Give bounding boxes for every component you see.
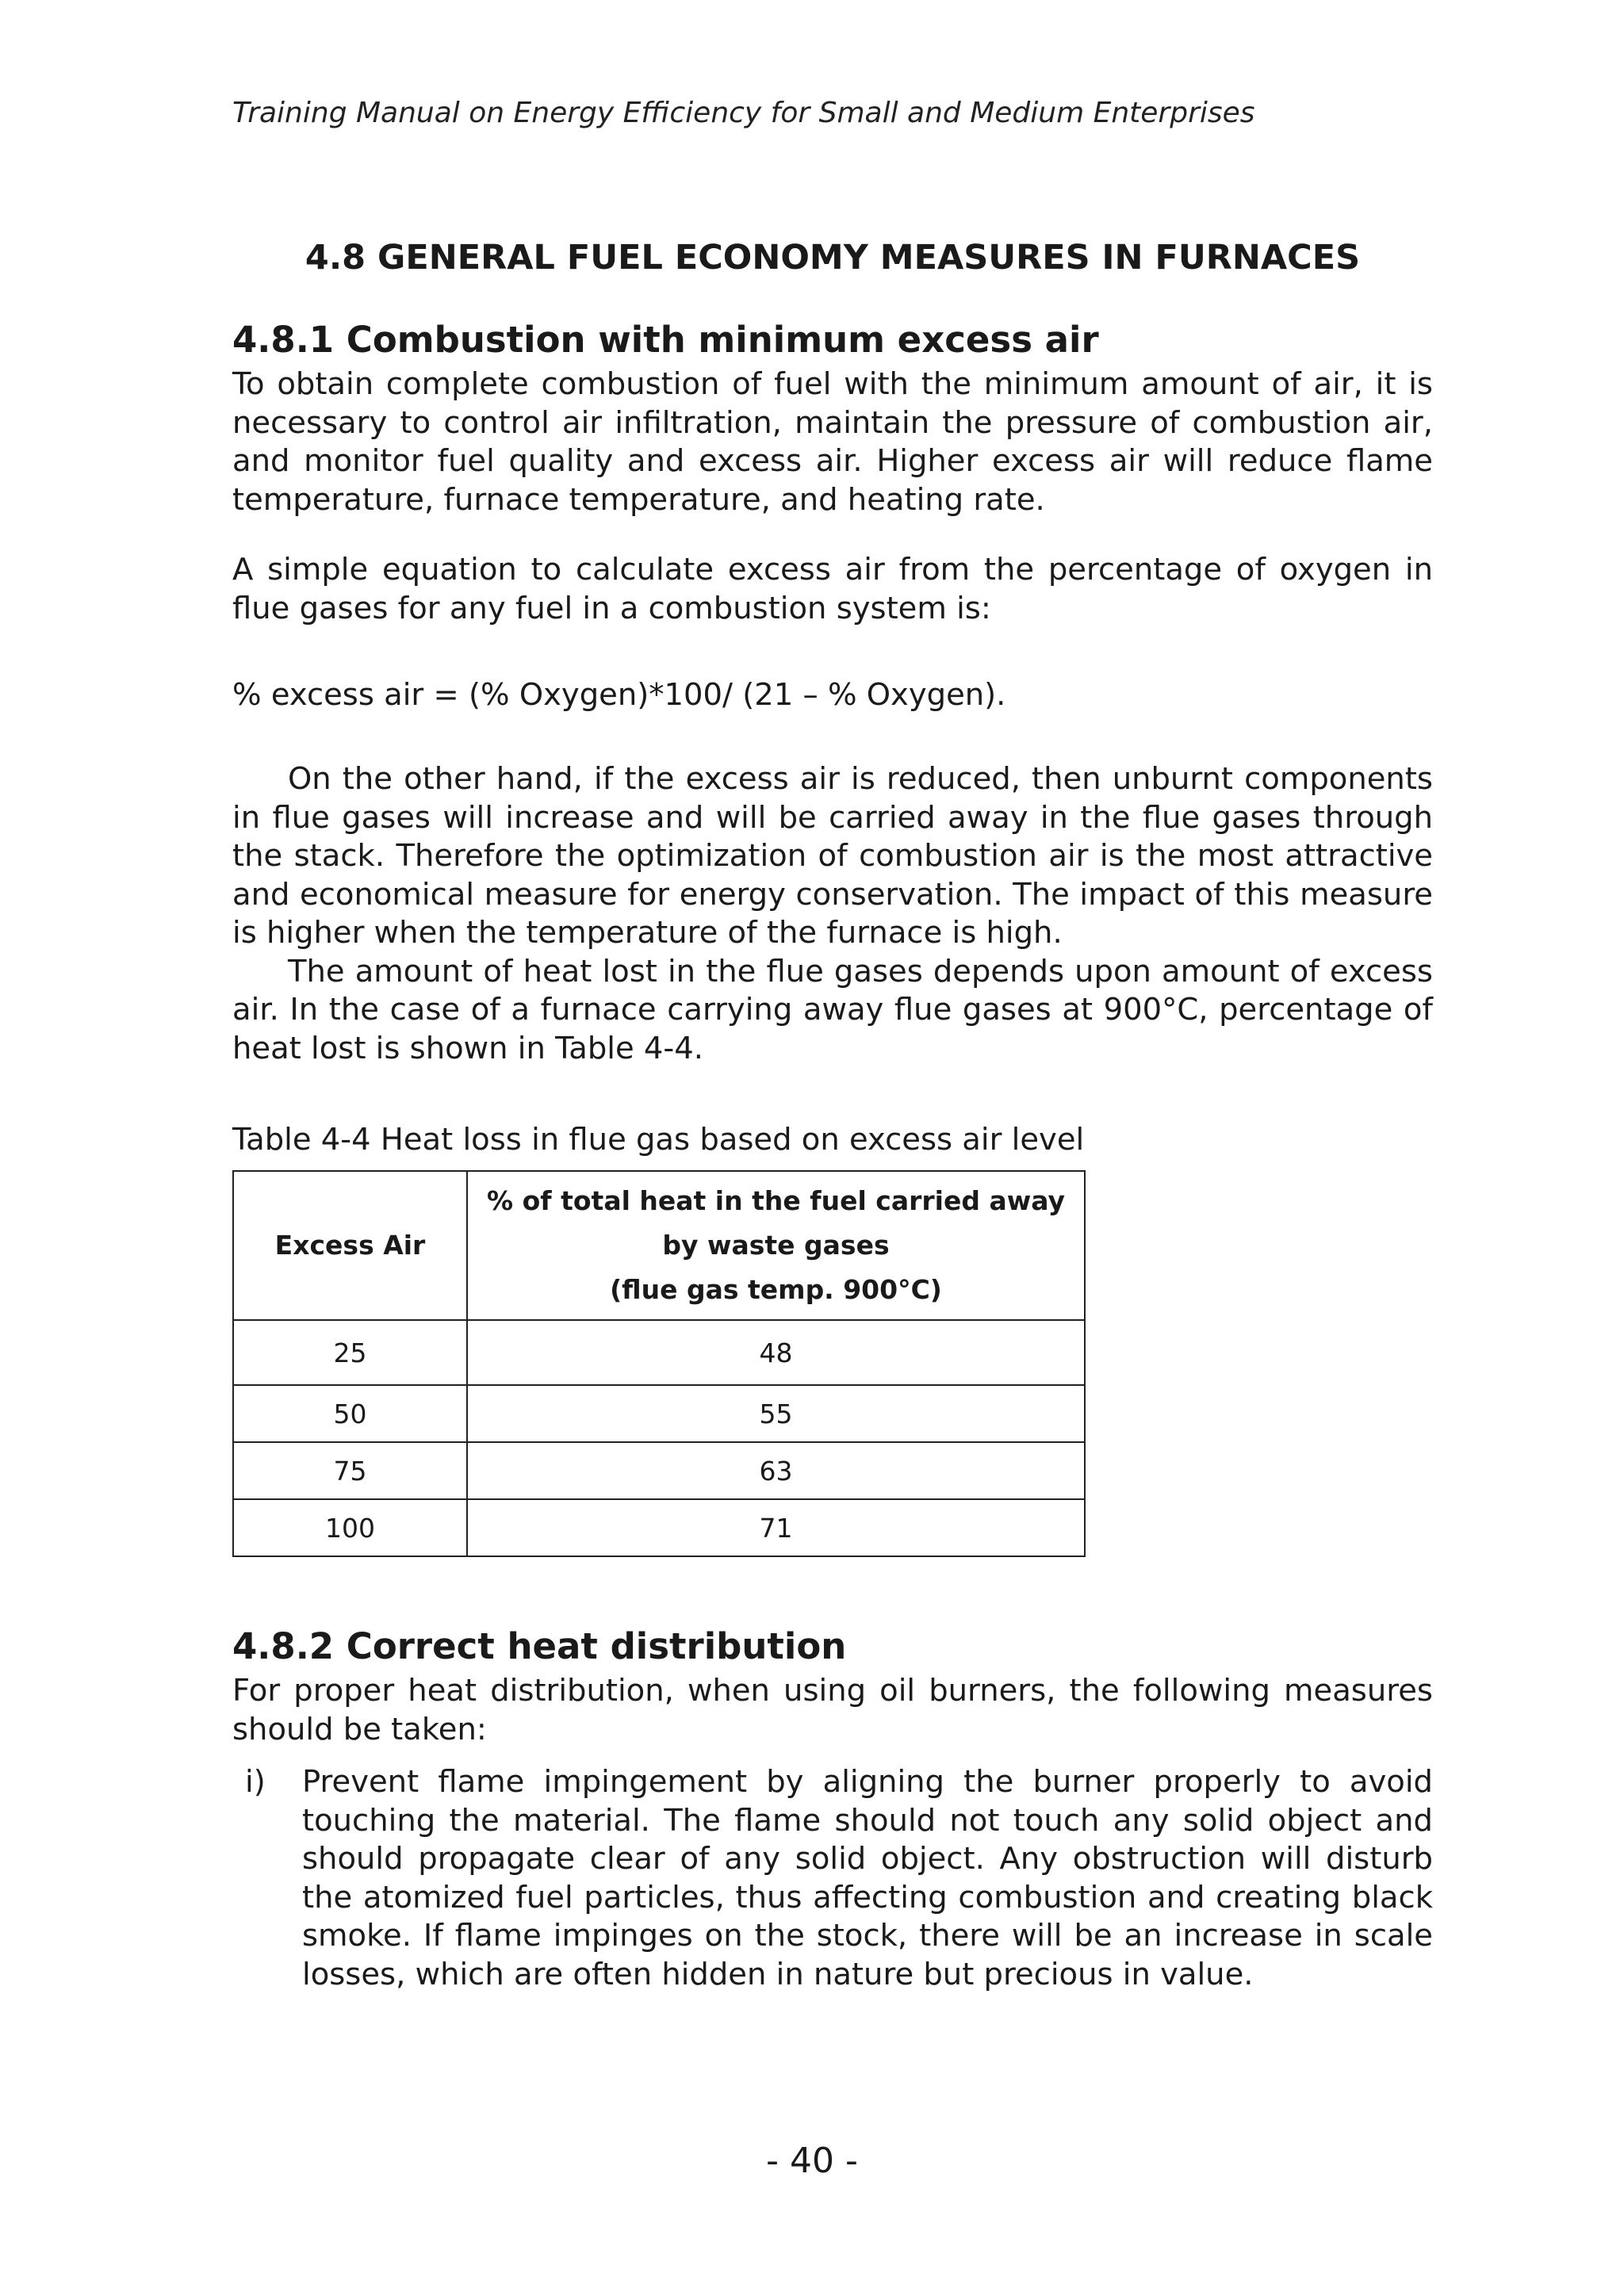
paragraph-heat-lost: The amount of heat lost in the flue gases depends upon amount of excess air. In the case of a furnace carrying away flue gases at 900°C, percentage of heat lost is shown in Table 4-4. <box>232 953 1433 1066</box>
table-row <box>233 1385 1085 1442</box>
paragraph-combustion-intro: To obtain complete combustion of fuel with the minimum amount of air, it is necessary to control air infiltration, maintain the pressure of combustion air, and monitor fuel quality and excess air. Higher excess air will reduce flame temperature, furnace temperature, and heating rate. <box>232 366 1433 518</box>
table-row <box>233 1499 1085 1556</box>
header-line-3: (flue gas temp. 900°C) <box>610 1274 942 1305</box>
list-marker: i) <box>245 1764 266 1800</box>
page-content <box>232 238 1433 1994</box>
cell-excess-air: 75 <box>233 1442 467 1499</box>
header-line-1: % of total heat in the fuel carried away <box>487 1185 1065 1216</box>
excess-air-equation: % excess air = (% Oxygen)*100/ (21 – % Oxygen). <box>232 677 1006 713</box>
heat-loss-table <box>232 1170 1086 1557</box>
header-line-2: by waste gases <box>662 1230 890 1261</box>
subsection-title-heat-distribution: 4.8.2 Correct heat distribution <box>232 1625 847 1667</box>
cell-excess-air: 100 <box>233 1499 467 1556</box>
table-header-heat-percent <box>467 1171 1085 1320</box>
running-header: Training Manual on Energy Efficiency for Small and Medium Enterprises <box>232 97 1255 129</box>
cell-excess-air: 50 <box>233 1385 467 1442</box>
cell-heat-percent: 48 <box>467 1320 1085 1385</box>
list-item-text: Prevent flame impingement by aligning the burner properly to avoid touching the material. The flame should not touch any solid object and should propagate clear of any solid object. Any obstruction will disturb the atomized fuel particles, thus affecting combustion and creating black smoke. If flame impinges on the stock, there will be an increase in scale losses, which are often hidden in nature but precious in value. <box>302 1764 1433 1992</box>
paragraph-equation-intro: A simple equation to calculate excess air from the percentage of oxygen in flue gases for any fuel in a combustion system is: <box>232 552 1433 626</box>
paragraph-unburnt-components: On the other hand, if the excess air is reduced, then unburnt components in flue gases will increase and will be carried away in the flue gases through the stack. Therefore the optimization of combustion air is the most attractive and economical measure for energy conservation. The impact of this measure is higher when the temperature of the furnace is high. <box>232 761 1433 951</box>
cell-heat-percent: 71 <box>467 1499 1085 1556</box>
table-caption: Table 4-4 Heat loss in flue gas based on excess air level <box>232 1122 1085 1158</box>
table-row <box>233 1442 1085 1499</box>
subsection-title-combustion: 4.8.1 Combustion with minimum excess air <box>232 319 1099 361</box>
cell-heat-percent: 63 <box>467 1442 1085 1499</box>
table-row <box>233 1320 1085 1385</box>
section-title: 4.8 GENERAL FUEL ECONOMY MEASURES IN FURNACES <box>304 238 1361 277</box>
table-header-excess-air: Excess Air <box>233 1171 467 1320</box>
paragraph-heat-distribution-intro: For proper heat distribution, when using oil burners, the following measures should be taken: <box>232 1673 1433 1747</box>
table-header-row <box>233 1171 1085 1320</box>
cell-heat-percent: 55 <box>467 1385 1085 1442</box>
page-number: - 40 - <box>766 2141 858 2181</box>
list-item <box>232 1763 1433 1994</box>
cell-excess-air: 25 <box>233 1320 467 1385</box>
